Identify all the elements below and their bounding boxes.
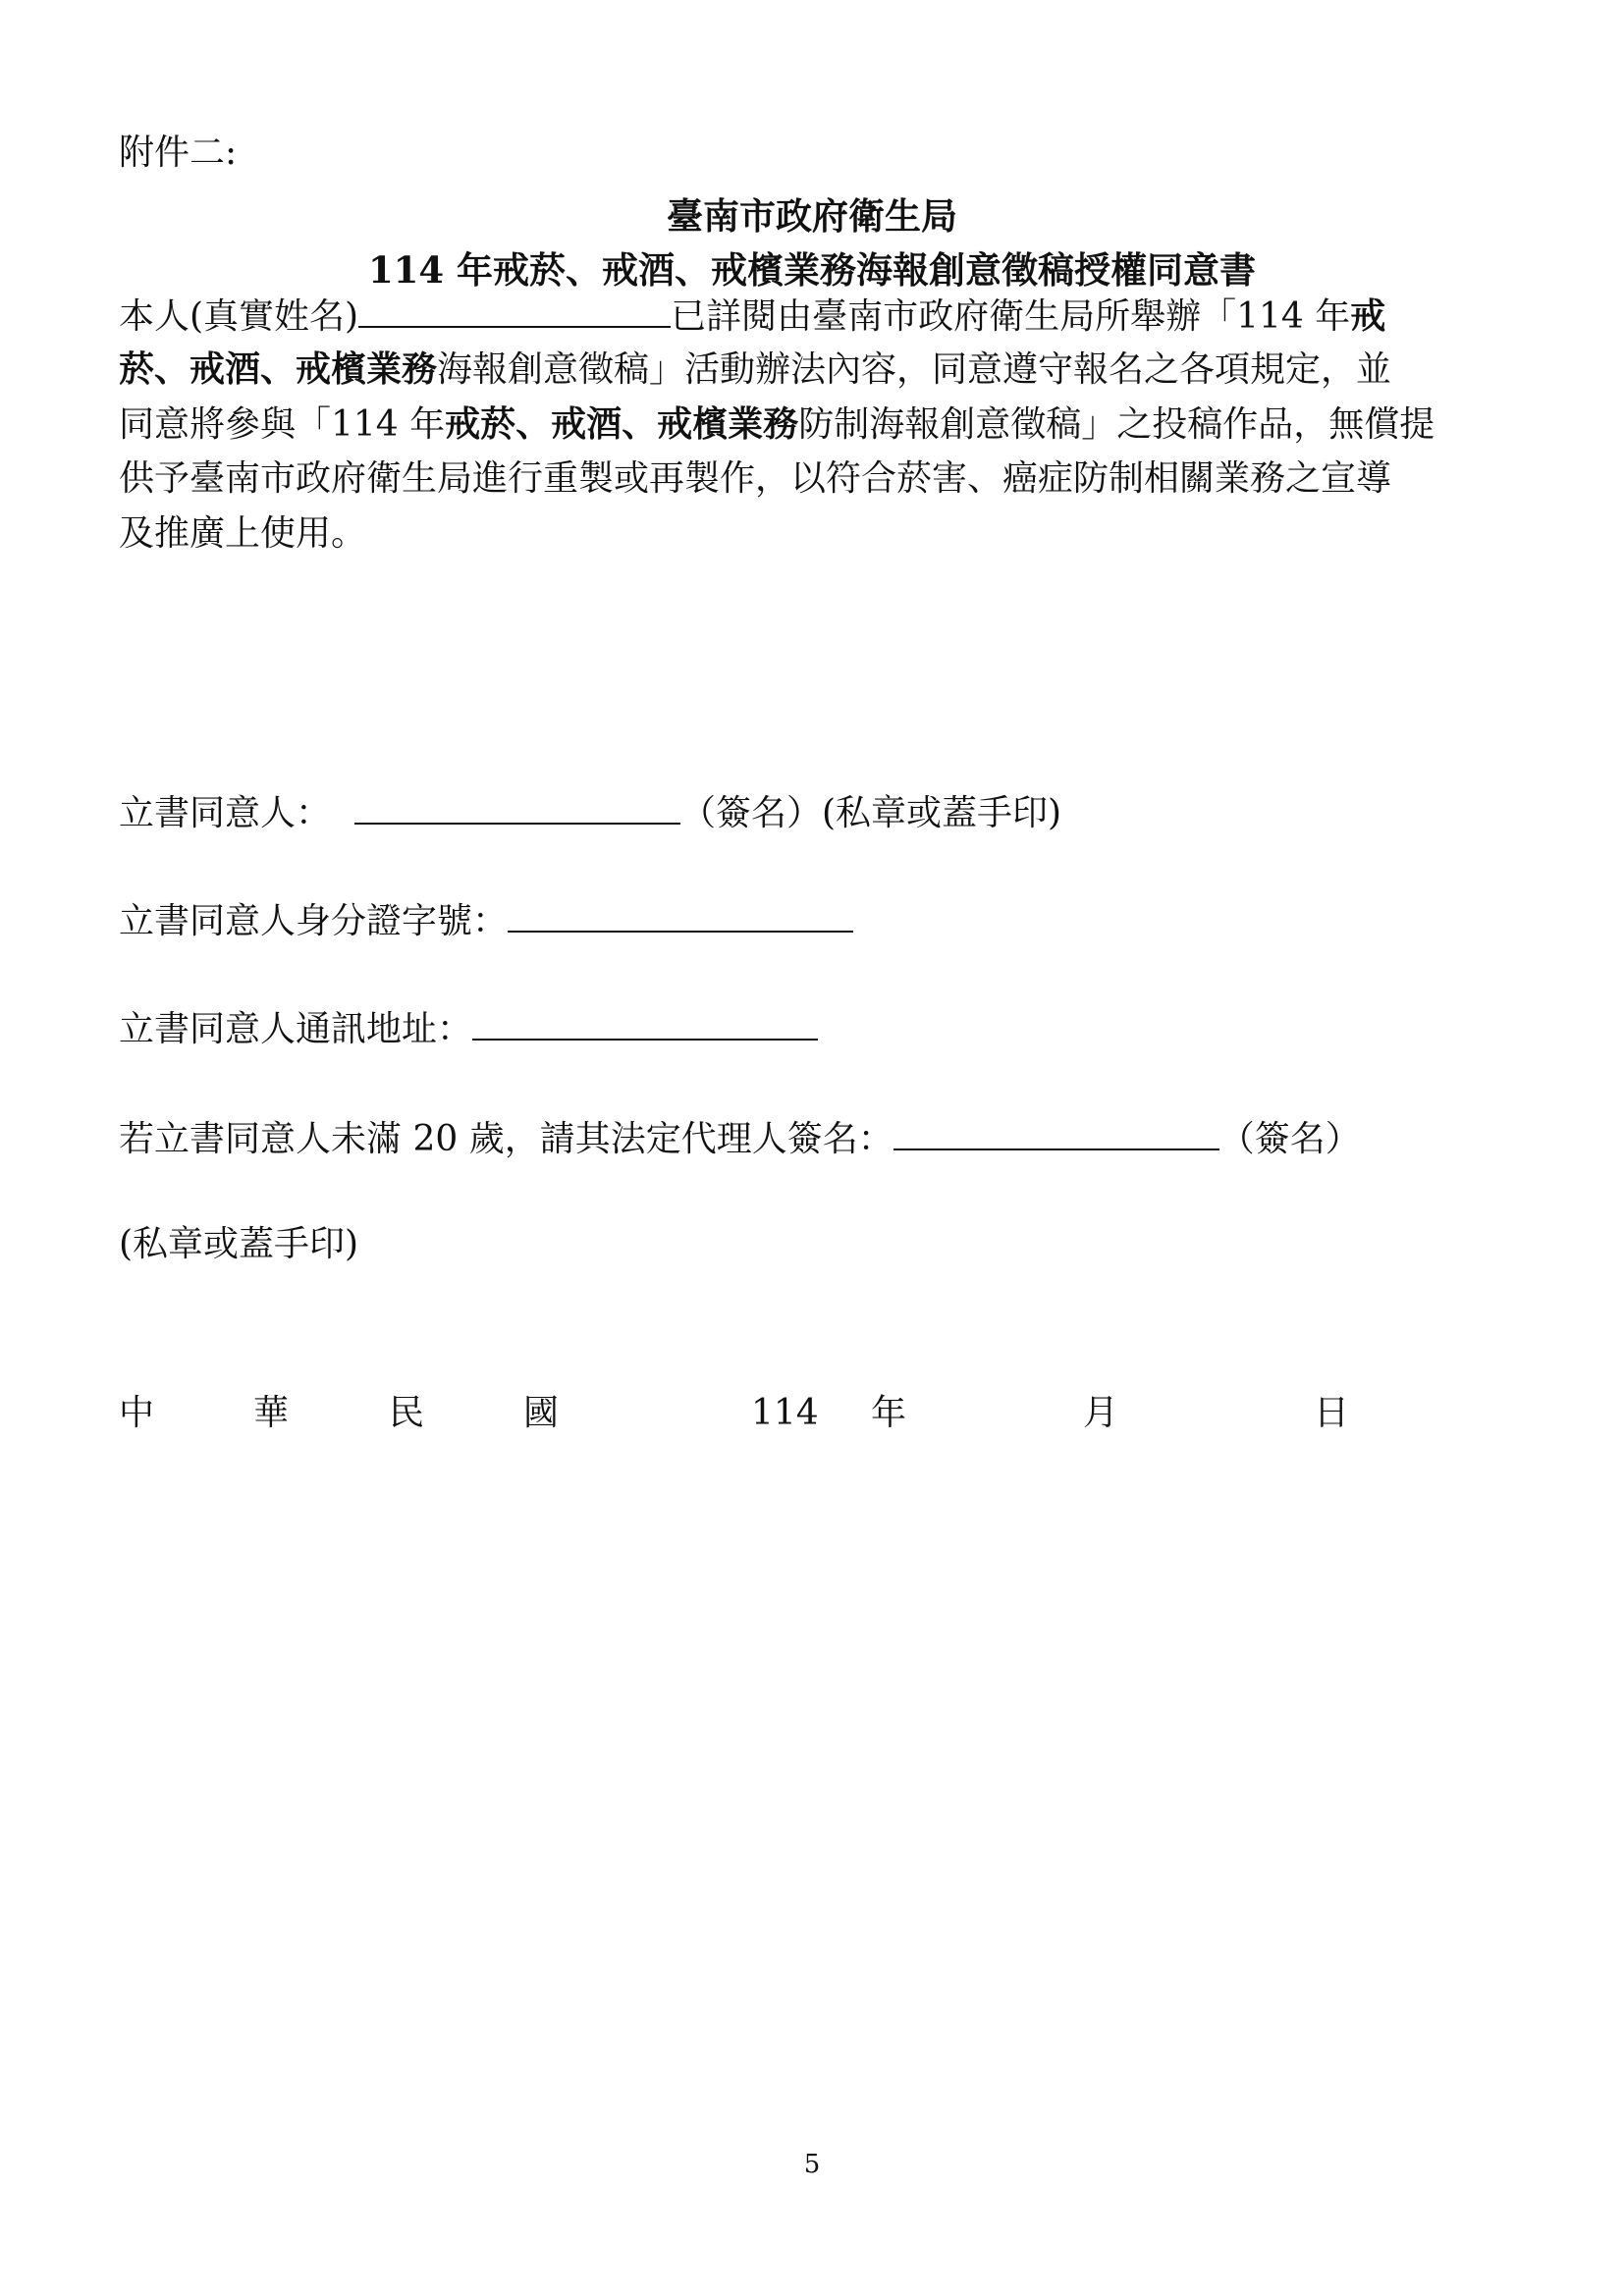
signer-label: 立書同意人：	[119, 793, 332, 833]
date-line	[0, 1393, 1624, 1435]
body-line-5: 及推廣上使用。	[119, 513, 367, 554]
address-blank[interactable]	[472, 1009, 818, 1041]
page-number: 5	[803, 2150, 821, 2179]
body-text: 已詳閱由臺南市政府衛生局所舉辦「114 年	[671, 296, 1351, 337]
organization-title: 臺南市政府衛生局	[667, 194, 957, 238]
id-number-blank[interactable]	[508, 901, 853, 933]
signer-signature-blank[interactable]	[354, 793, 680, 825]
date-char: 民	[389, 1393, 425, 1433]
date-char: 華	[253, 1393, 290, 1433]
date-year: 114	[751, 1393, 819, 1433]
signer-note: （簽名）(私章或蓋手印)	[680, 793, 1062, 833]
body-text: 同意將參與「114 年	[119, 404, 446, 445]
body-bold-text: 菸、戒酒、戒檳業務	[119, 348, 438, 390]
guardian-row	[119, 1119, 1361, 1157]
date-year-unit: 年	[871, 1393, 907, 1433]
id-number-label: 立書同意人身分證字號：	[119, 901, 509, 941]
body-line-1	[119, 296, 1385, 335]
body-line-4: 供予臺南市政府衛生局進行重製或再製作，以符合菸害、癌症防制相關業務之宣導	[119, 458, 1392, 499]
id-row	[119, 901, 853, 939]
signer-row	[119, 793, 1061, 831]
address-label: 立書同意人通訊地址：	[119, 1009, 473, 1049]
body-text: 防制海報創意徵稿」之投稿作品，無償提	[798, 404, 1435, 445]
guardian-note: （簽名）	[1218, 1119, 1361, 1159]
date-char: 國	[523, 1393, 560, 1433]
guardian-label: 若立書同意人未滿 20 歲，請其法定代理人簽名：	[119, 1119, 893, 1159]
document-title: 114 年戒菸、戒酒、戒檳業務海報創意徵稿授權同意書	[367, 248, 1257, 292]
real-name-label: 本人(真實姓名)	[119, 296, 359, 337]
real-name-blank[interactable]	[358, 296, 671, 328]
body-bold-text: 戒菸、戒酒、戒檳業務	[445, 403, 799, 445]
body-bold-text: 戒	[1350, 295, 1386, 337]
address-row	[119, 1009, 818, 1047]
date-month-unit: 月	[1083, 1393, 1119, 1433]
attachment-label: 附件二:	[119, 133, 238, 173]
date-char: 中	[119, 1393, 155, 1433]
body-line-2	[119, 348, 1392, 390]
date-day-unit: 日	[1314, 1393, 1350, 1433]
body-text: 海報創意徵稿」活動辦法內容，同意遵守報名之各項規定，並	[437, 349, 1392, 390]
guardian-signature-blank[interactable]	[893, 1119, 1219, 1150]
body-line-3	[119, 403, 1435, 445]
guardian-seal-note: (私章或蓋手印)	[119, 1224, 359, 1264]
